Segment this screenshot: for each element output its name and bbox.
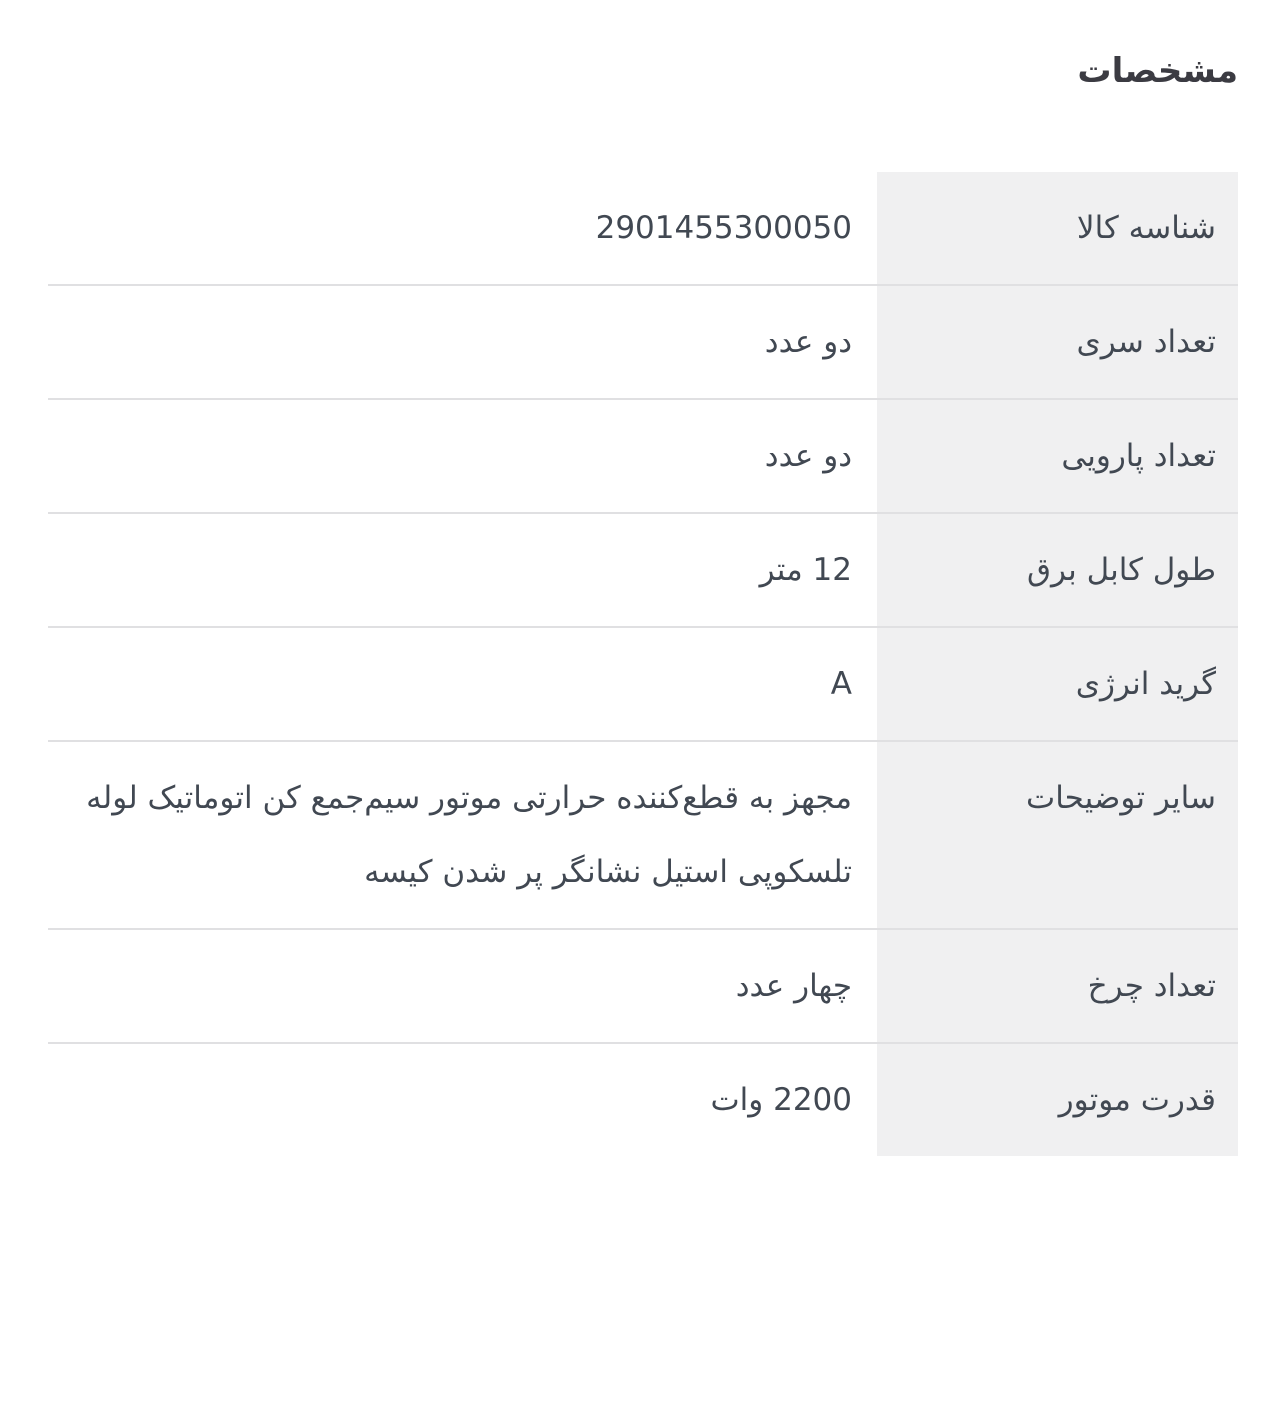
spec-label: تعداد پارویی (877, 400, 1238, 512)
spec-value: 12 متر (759, 552, 852, 588)
table-row (48, 742, 1238, 930)
spec-value: مجهز به قطع‌کننده حرارتی موتور سیم‌جمع کن اتوماتیک لوله تلسکوپی استیل نشانگر پر شدن کیسه (86, 780, 852, 890)
spec-value: A (830, 666, 852, 702)
spec-value: دو عدد (764, 324, 852, 360)
spec-label: تعداد چرخ (877, 930, 1238, 1042)
table-row (48, 628, 1238, 742)
table-row (48, 930, 1238, 1044)
table-row (48, 172, 1238, 286)
specs-section-title: مشخصات (1077, 51, 1238, 91)
spec-label: گرید انرژی (877, 628, 1238, 740)
spec-value: 2200 وات (710, 1082, 852, 1118)
spec-label: سایر توضیحات (877, 742, 1238, 928)
spec-value: چهار عدد (735, 968, 852, 1004)
spec-value: دو عدد (764, 438, 852, 474)
spec-label: طول کابل برق (877, 514, 1238, 626)
spec-label: شناسه کالا (877, 172, 1238, 284)
specs-table (48, 172, 1238, 1156)
table-row (48, 286, 1238, 400)
table-row (48, 514, 1238, 628)
spec-value: 2901455300050 (595, 210, 852, 246)
table-row (48, 1044, 1238, 1156)
spec-label: تعداد سری (877, 286, 1238, 398)
spec-label: قدرت موتور (877, 1044, 1238, 1156)
table-row (48, 400, 1238, 514)
